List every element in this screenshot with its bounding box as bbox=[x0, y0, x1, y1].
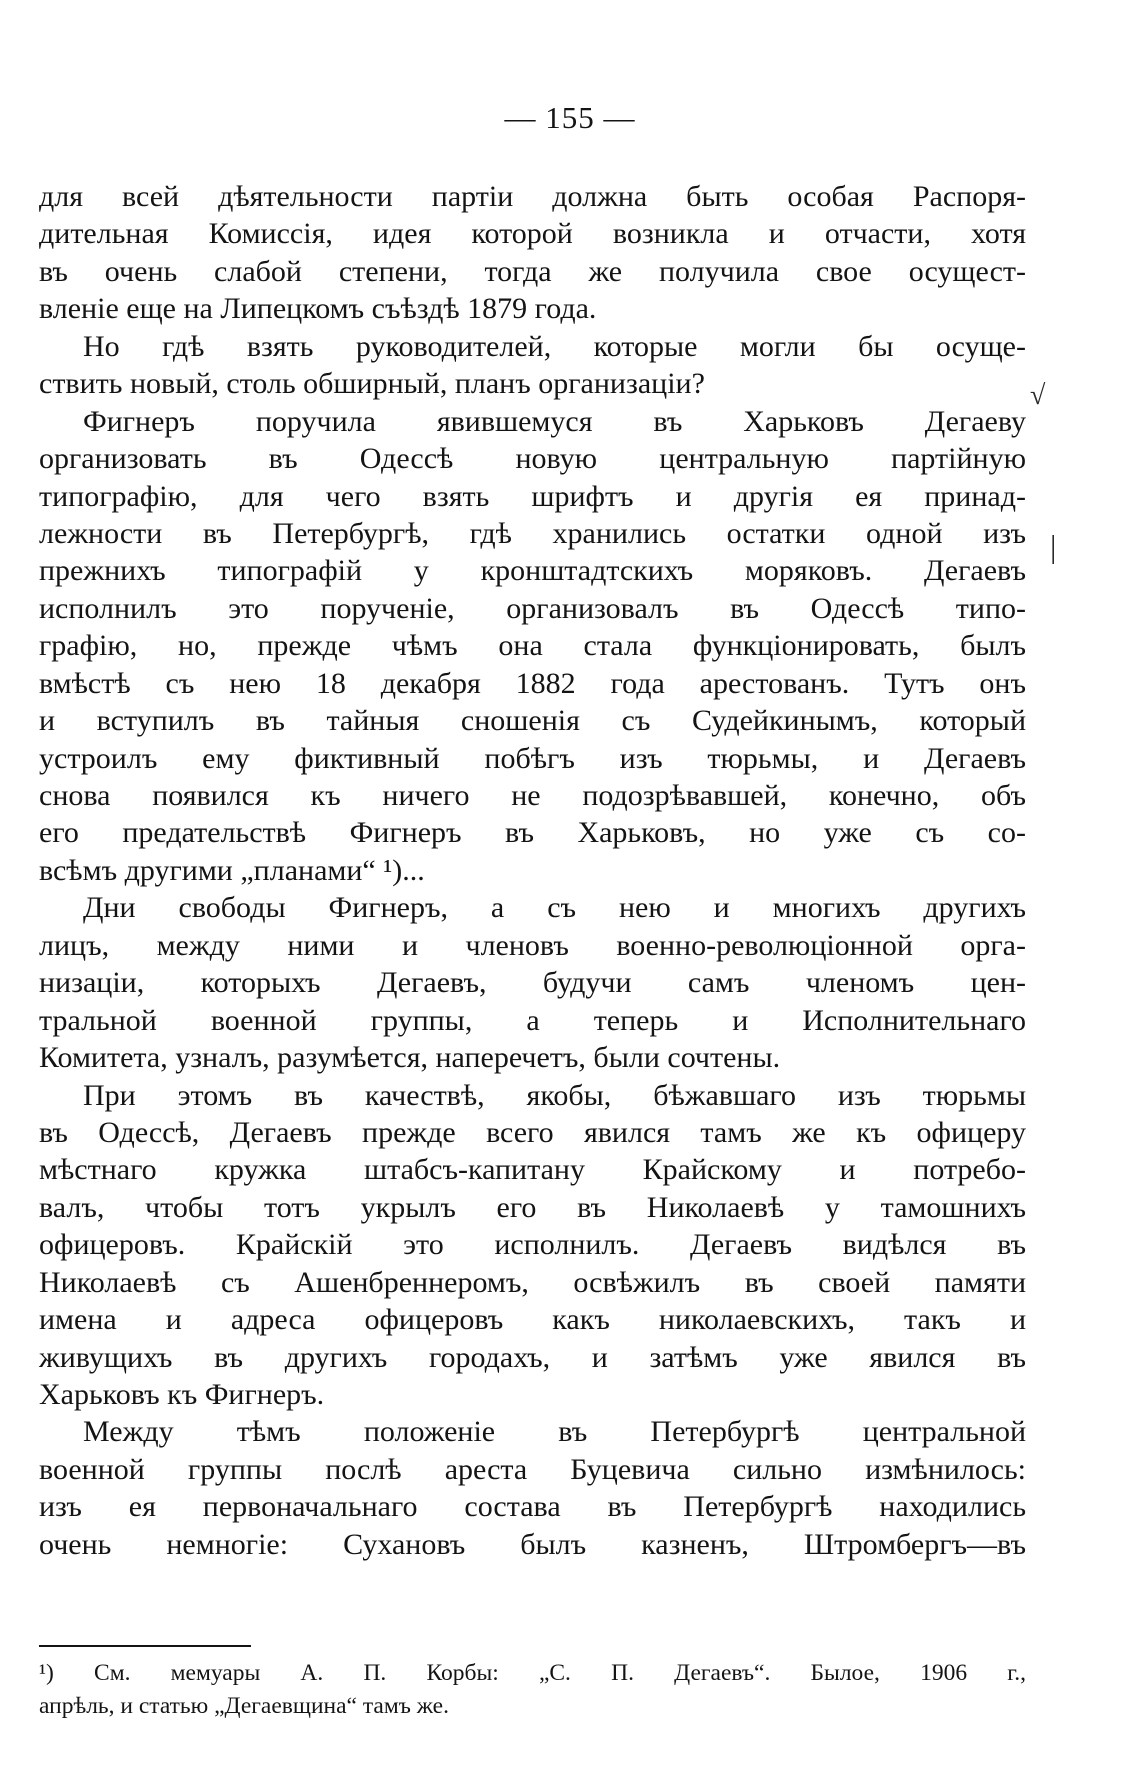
text-line: снова появился къ ничего не подозрѣвавшей, конечно, объ bbox=[39, 779, 1026, 812]
text-line: Дни свободы Фигнеръ, а съ нею и многихъ другихъ bbox=[83, 891, 1026, 925]
text-line: живущихъ въ другихъ городахъ, и затѣмъ уже явился въ bbox=[39, 1340, 1026, 1374]
text-line: устроилъ ему фиктивный побѣгъ изъ тюрьмы, и Дегаевъ bbox=[39, 741, 1026, 775]
paragraph bbox=[39, 403, 1026, 890]
text-line: вленіе еще на Липецкомъ съѣздѣ 1879 года. bbox=[39, 292, 597, 326]
text-line: прежнихъ типографій у кронштадтскихъ моряковъ. Дегаевъ bbox=[39, 554, 1026, 588]
text-line: всѣмъ другими „планами“ ¹)... bbox=[39, 853, 425, 887]
text-line: лицъ, между ними и членовъ военно-революціонной орга- bbox=[39, 928, 1026, 962]
text-line: военной группы послѣ ареста Буцевича сильно измѣнилось: bbox=[39, 1452, 1026, 1486]
text-line: тральной военной группы, а теперь и Исполнительнаго bbox=[39, 1003, 1026, 1037]
paragraph bbox=[39, 1077, 1026, 1414]
text-line: организовать въ Одессѣ новую центральную партійную bbox=[39, 442, 1026, 476]
text-line: Но гдѣ взять руководителей, которые могли бы осуще- bbox=[83, 329, 1026, 363]
text-line: графію, но, прежде чѣмъ она стала функціонировать, былъ bbox=[39, 629, 1026, 663]
paragraph bbox=[39, 1413, 1026, 1563]
text-line: мѣстнаго кружка штабсъ-капитану Крайскому и потребо- bbox=[39, 1153, 1026, 1187]
text-line: Николаевѣ съ Ашенбреннеромъ, освѣжилъ въ своей памяти bbox=[39, 1265, 1026, 1299]
text-line: въ очень слабой степени, тогда же получила свое осущест- bbox=[39, 254, 1026, 288]
text-line: вмѣстѣ съ нею 18 декабря 1882 года арестованъ. Тутъ онъ bbox=[39, 666, 1026, 700]
margin-bar-mark: | bbox=[1050, 528, 1057, 564]
text-line: дительная Комиссія, идея которой возникла и отчасти, хотя bbox=[39, 217, 1026, 251]
text-line: его предательствѣ Фигнеръ въ Харьковъ, но уже съ со- bbox=[39, 816, 1026, 850]
footnote-rule bbox=[39, 1645, 251, 1647]
paragraph bbox=[39, 889, 1026, 1076]
text-line: исполнилъ это порученіе, организовалъ въ Одессѣ типо- bbox=[39, 591, 1026, 625]
paragraph bbox=[39, 178, 1026, 328]
text-line: изъ ея первоначальнаго состава въ Петербургѣ находились bbox=[39, 1490, 1026, 1524]
text-line: типографію, для чего взять шрифтъ и другія ея принад- bbox=[39, 479, 1026, 513]
margin-check-mark: √ bbox=[1030, 380, 1046, 411]
text-line: имена и адреса офицеровъ какъ николаевскихъ, такъ и bbox=[39, 1303, 1026, 1337]
text-line: офицеровъ. Крайскій это исполнилъ. Дегаевъ видѣлся въ bbox=[39, 1228, 1026, 1262]
main-text bbox=[39, 178, 1026, 1563]
text-line: въ Одессѣ, Дегаевъ прежде всего явился тамъ же къ офицеру bbox=[39, 1115, 1026, 1149]
footnote-line: апрѣль, и статью „Дегаевщина“ тамъ же. bbox=[39, 1693, 449, 1719]
text-line: для всей дѣятельности партіи должна быть особая Распоря- bbox=[39, 180, 1026, 213]
text-line: Между тѣмъ положеніе въ Петербургѣ центральной bbox=[83, 1415, 1026, 1449]
text-line: низаціи, которыхъ Дегаевъ, будучи самъ членомъ цен- bbox=[39, 966, 1026, 1000]
text-line: Комитета, узналъ, разумѣется, наперечетъ, были сочтены. bbox=[39, 1041, 781, 1075]
text-line: При этомъ въ качествѣ, якобы, бѣжавшаго изъ тюрьмы bbox=[83, 1078, 1026, 1112]
text-line: Харьковъ къ Фигнеръ. bbox=[39, 1378, 325, 1411]
text-line: ствить новый, столь обширный, планъ организаціи? bbox=[39, 367, 705, 401]
page-number: — 155 — bbox=[504, 100, 636, 135]
footnote bbox=[39, 1657, 1026, 1723]
text-line: Фигнеръ поручила явившемуся въ Харьковъ Дегаеву bbox=[83, 404, 1026, 438]
paragraph bbox=[39, 328, 1026, 403]
footnote-line: ¹) См. мемуары А. П. Корбы: „С. П. Дегаевъ“. Былое, 1906 г., bbox=[39, 1660, 1026, 1686]
text-line: лежности въ Петербургѣ, гдѣ хранились остатки одной изъ bbox=[39, 516, 1026, 550]
text-line: и вступилъ въ тайныя сношенія съ Судейкинымъ, который bbox=[39, 704, 1026, 738]
text-line: валъ, чтобы тотъ укрылъ его въ Николаевѣ у тамошнихъ bbox=[39, 1190, 1026, 1224]
text-line: очень немногіе: Сухановъ былъ казненъ, Штромбергъ—въ bbox=[39, 1527, 1026, 1561]
